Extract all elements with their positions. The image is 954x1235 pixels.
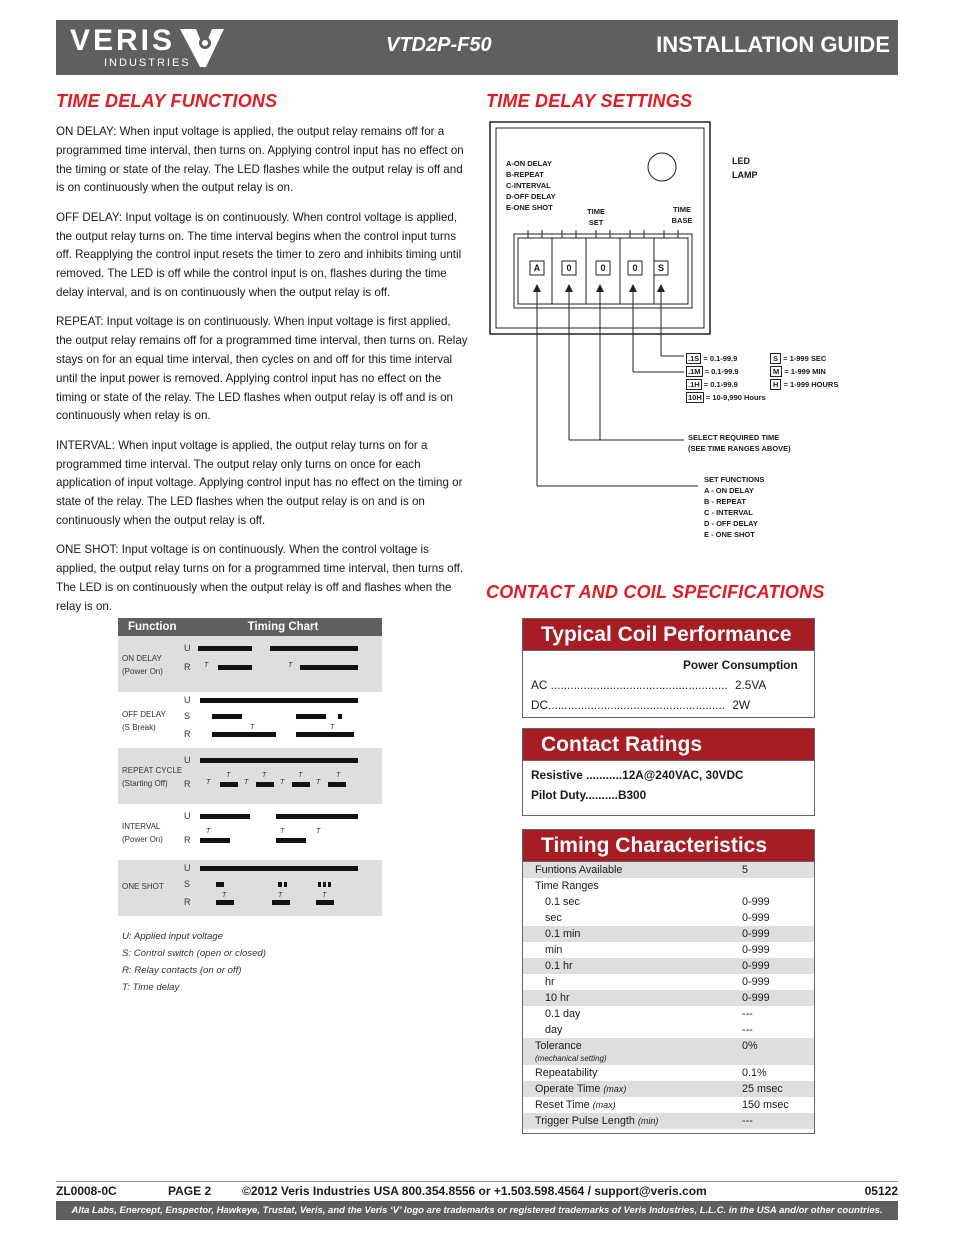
coil-value: 2W xyxy=(732,698,751,712)
led-lamp-label xyxy=(732,154,758,182)
set-functions-line: B - REPEAT xyxy=(704,497,746,506)
timing-bar xyxy=(316,900,334,905)
signal-label: U xyxy=(184,643,191,653)
t-label: T xyxy=(316,779,321,786)
table-row xyxy=(523,926,814,942)
timing-row-one-shot xyxy=(118,860,382,916)
table-cell xyxy=(523,1097,742,1113)
paragraph-on-delay: ON DELAY: When input voltage is applied, the output relay remains off for a programmed time interval, then turns on. Applying control input has no effect on the timing or state of the relay. The LED flashes while the output relay is off and is on continuously when the output relay is on. xyxy=(56,125,464,195)
table-row xyxy=(523,878,814,894)
signal-label: R xyxy=(184,662,191,672)
table-cell: 0.1 min xyxy=(523,926,742,942)
table-cell xyxy=(742,878,814,894)
table-cell: 5 xyxy=(742,862,814,878)
coil-value: 2.5VA xyxy=(734,678,767,692)
coil-performance-title: Typical Coil Performance xyxy=(523,619,814,651)
legend-item: S: Control switch (open or closed) xyxy=(122,948,266,959)
timing-chart-col-function: Function xyxy=(118,618,184,636)
timing-bar xyxy=(296,714,326,719)
timing-bar xyxy=(278,882,282,887)
timing-row-off-delay xyxy=(118,692,382,748)
table-cell: 0-999 xyxy=(742,926,814,942)
tolerance-note: (mechanical setting) xyxy=(535,1054,607,1063)
timing-row-interval xyxy=(118,804,382,860)
row-label: Reset Time xyxy=(535,1099,590,1111)
table-row xyxy=(523,894,814,910)
time-set-line: TIME xyxy=(587,207,605,216)
t-label: T xyxy=(280,779,285,786)
range-text: = 0.1-99.9 xyxy=(703,354,738,363)
mode-c-label: C-INTERVAL xyxy=(506,181,551,190)
contact-pilot-duty: Pilot Duty..........B300 xyxy=(531,788,647,802)
function-name: REPEAT CYCLE (Starting Off) xyxy=(122,766,183,788)
timing-bar xyxy=(216,882,224,887)
functions-heading: TIME DELAY FUNCTIONS xyxy=(56,91,278,111)
timing-bar xyxy=(212,714,242,719)
timing-bar xyxy=(338,714,342,719)
coil-performance-box xyxy=(522,618,815,718)
table-cell: 0% xyxy=(742,1038,814,1065)
table-row xyxy=(523,1022,814,1038)
range-code: .1H xyxy=(688,380,700,389)
timing-bar xyxy=(200,758,358,763)
tolerance-label: Tolerance xyxy=(535,1040,582,1052)
coil-row-ac xyxy=(523,675,814,695)
timing-characteristics-title: Timing Characteristics xyxy=(523,830,814,862)
timing-row-on-delay xyxy=(118,636,382,692)
specs-heading: CONTACT AND COIL SPECIFICATIONS xyxy=(486,582,825,602)
signal-label: R xyxy=(184,779,191,789)
signal-label: R xyxy=(184,835,191,845)
row-qualifier: (max) xyxy=(592,1100,616,1110)
time-base-line: BASE xyxy=(671,216,693,225)
veris-logo xyxy=(70,25,230,71)
table-row xyxy=(523,1006,814,1022)
table-cell: 0-999 xyxy=(742,896,770,908)
table-cell: --- xyxy=(742,1008,753,1020)
timing-bar xyxy=(323,882,326,887)
t-label: T xyxy=(204,662,209,669)
signal-label: S xyxy=(184,879,191,889)
function-name: INTERVAL (Power On) xyxy=(122,822,163,844)
timing-bar xyxy=(218,665,252,670)
timing-bar xyxy=(328,782,346,787)
table-cell: Repeatability xyxy=(535,1067,598,1079)
table-row xyxy=(523,910,814,926)
table-cell: sec xyxy=(545,912,562,924)
set-functions-line: E - ONE SHOT xyxy=(704,530,755,539)
revision-code: 05122 xyxy=(864,1184,898,1198)
set-functions-line: A - ON DELAY xyxy=(704,486,754,495)
dial-time-base[interactable]: S xyxy=(657,263,664,273)
coil-row-dc xyxy=(523,695,814,715)
timing-characteristics-table xyxy=(523,862,814,1129)
t-label: T xyxy=(262,772,267,779)
mode-list xyxy=(506,158,556,213)
timing-bar xyxy=(270,646,358,651)
timing-bar xyxy=(272,900,290,905)
row-qualifier: (min) xyxy=(637,1116,659,1126)
t-label: T xyxy=(336,772,341,779)
table-row xyxy=(523,1065,814,1081)
timing-bar xyxy=(212,732,276,737)
table-cell: 0.1 sec xyxy=(545,896,580,908)
timing-bar xyxy=(200,814,250,819)
range-code: M xyxy=(770,366,782,377)
contact-ratings-title: Contact Ratings xyxy=(523,729,814,761)
set-functions-line: SET FUNCTIONS xyxy=(704,475,765,484)
table-row xyxy=(523,974,814,990)
row-label: Operate Time xyxy=(535,1083,601,1095)
dial-hundreds[interactable]: 0 xyxy=(566,263,572,273)
table-row xyxy=(523,958,814,974)
table-row xyxy=(523,1097,814,1113)
table-row xyxy=(523,990,814,1006)
table-row xyxy=(523,1038,814,1065)
row-label: Trigger Pulse Length xyxy=(535,1115,635,1127)
set-functions-line: C - INTERVAL xyxy=(704,508,753,517)
footer-info xyxy=(56,1184,898,1201)
t-label: T xyxy=(330,724,335,731)
paragraph-interval: INTERVAL: When input voltage is applied, the output relay turns on for a programmed time interval. The output relay only turns on once for each application of input voltage. Applying control input has no effect on the timing or state of the relay. The LED flashes when the output relay is on and is on continuously when the output relay is off. xyxy=(56,438,463,527)
signal-label: R xyxy=(184,897,191,907)
led-line: LED xyxy=(732,156,750,166)
timing-bar xyxy=(284,882,287,887)
table-row xyxy=(523,1081,814,1097)
timing-legend xyxy=(122,928,266,996)
function-name: ONE SHOT xyxy=(122,882,164,891)
table-cell: hr xyxy=(545,976,555,988)
brand-subtitle: INDUSTRIES xyxy=(104,57,191,69)
mode-d-label: D-OFF DELAY xyxy=(506,192,556,201)
timing-bar xyxy=(198,646,252,651)
table-cell: 0-999 xyxy=(742,912,770,924)
range-text: = 1-999 MIN xyxy=(784,367,826,376)
range-text: = 0.1-99.9 xyxy=(704,367,739,376)
time-base-label xyxy=(668,204,696,226)
table-cell: 0.1 hr xyxy=(523,958,742,974)
paragraph-repeat: REPEAT: Input voltage is on continuously. When input voltage is first applied, the output relay remains off for a programmed time interval, then turns on. Relay stays on for an equal time interval, then cycles on and off for this time interval until the input power is removed. Applying control input has no effect on the timing or state of the relay. The LED flashes when output relay is off and is on continuously when relay is on. xyxy=(56,315,468,423)
range-code: H xyxy=(770,379,781,390)
signal-label: U xyxy=(184,863,191,873)
range-code: .1M xyxy=(688,367,701,376)
timing-bar xyxy=(296,732,354,737)
trademark-notice: Alta Labs, Enercept, Enspector, Hawkeye, Trustat, Veris, and the Veris ‘V’ logo are trademarks or registered trademarks of Veris Industries, L.L.C. in the USA and/or other countries. xyxy=(56,1201,898,1220)
dial-tens[interactable]: 0 xyxy=(600,263,606,273)
coil-label: AC ...................................................... xyxy=(531,678,728,692)
mode-e-label: E-ONE SHOT xyxy=(506,203,553,212)
t-label: T xyxy=(288,662,293,669)
timing-bar xyxy=(200,698,358,703)
legend-item: U: Applied input voltage xyxy=(122,931,223,942)
time-set-line: SET xyxy=(588,218,604,227)
mode-b-label: B-REPEAT xyxy=(506,170,544,179)
set-functions-label xyxy=(704,474,764,540)
timing-bar xyxy=(216,900,234,905)
function-name: ON DELAY (Power On) xyxy=(122,654,163,676)
contact-ratings-box xyxy=(522,728,815,816)
range-code: S xyxy=(770,353,781,364)
row-qualifier: (max) xyxy=(603,1084,627,1094)
select-time-line: (SEE TIME RANGES ABOVE) xyxy=(688,444,791,453)
range-text: = 1-999 HOURS xyxy=(783,380,839,389)
t-label: T xyxy=(280,828,285,835)
contact-resistive: Resistive ...........12A@240VAC, 30VDC xyxy=(531,768,744,782)
table-cell: Funtions Available xyxy=(523,862,742,878)
brand-name: VERIS xyxy=(70,24,176,57)
time-ranges-left xyxy=(686,353,766,403)
range-text: = 0.1-99.9 xyxy=(703,380,738,389)
dial-function[interactable]: A xyxy=(533,263,541,273)
model-number: VTD2P-F50 xyxy=(386,34,492,56)
t-label: T xyxy=(316,828,321,835)
timing-bar xyxy=(200,866,358,871)
select-time-label xyxy=(688,432,791,454)
t-label: T xyxy=(250,724,255,731)
t-label: T xyxy=(278,892,283,899)
table-cell xyxy=(523,1081,742,1097)
time-set-label xyxy=(586,206,606,228)
t-label: T xyxy=(206,828,211,835)
t-label: T xyxy=(322,892,327,899)
coil-label: DC...................................................... xyxy=(531,698,726,712)
table-cell: 0-999 xyxy=(742,990,814,1006)
range-code: .1S xyxy=(688,354,700,363)
table-cell: 150 msec xyxy=(742,1099,789,1111)
coil-column-header: Power Consumption xyxy=(683,658,798,672)
time-base-line: TIME xyxy=(673,205,691,214)
table-cell xyxy=(523,1113,742,1129)
set-functions-line: D - OFF DELAY xyxy=(704,519,758,528)
legend-item: R: Relay contacts (on or off) xyxy=(122,965,242,976)
timing-bar xyxy=(220,782,238,787)
t-label: T xyxy=(206,779,211,786)
t-label: T xyxy=(222,892,227,899)
table-row xyxy=(523,942,814,958)
table-row xyxy=(523,1113,814,1129)
mode-a-label: A-ON DELAY xyxy=(506,159,552,168)
table-cell: 10 hr xyxy=(523,990,742,1006)
timing-row-repeat-cycle xyxy=(118,748,382,804)
timing-bar xyxy=(318,882,321,887)
function-name: OFF DELAY (S Break) xyxy=(122,710,166,732)
timing-bar xyxy=(292,782,310,787)
table-cell xyxy=(523,1038,742,1065)
table-cell: --- xyxy=(742,1024,753,1036)
contact-info: ©2012 Veris Industries USA 800.354.8556 or +1.503.598.4564 / support@veris.com xyxy=(242,1184,707,1198)
led-line: LAMP xyxy=(732,170,758,180)
legend-item: T: Time delay xyxy=(122,982,180,993)
settings-diagram xyxy=(480,118,880,558)
document-number: ZL0008-0C xyxy=(56,1184,117,1198)
table-row xyxy=(523,862,814,878)
signal-label: U xyxy=(184,755,191,765)
time-ranges-right xyxy=(770,353,838,390)
t-label: T xyxy=(226,772,231,779)
timing-bar xyxy=(328,882,331,887)
table-cell: 25 msec xyxy=(742,1081,814,1097)
timing-characteristics-box xyxy=(522,829,815,1134)
range-text: = 1-999 SEC xyxy=(783,354,827,363)
table-cell: --- xyxy=(742,1113,814,1129)
footer-divider xyxy=(56,1181,898,1182)
page-number: PAGE 2 xyxy=(168,1184,212,1198)
timing-bar xyxy=(300,665,358,670)
t-label: T xyxy=(244,779,249,786)
t-label: T xyxy=(298,772,303,779)
veris-v-logo-icon xyxy=(180,27,226,69)
timing-bar xyxy=(276,814,358,819)
table-cell: 0-999 xyxy=(742,958,814,974)
table-cell: 0-999 xyxy=(742,976,770,988)
table-cell: min xyxy=(545,944,563,956)
timing-bar xyxy=(276,838,306,843)
table-cell: 0.1% xyxy=(742,1067,767,1079)
table-cell: Time Ranges xyxy=(535,880,599,892)
functions-text xyxy=(56,123,468,627)
table-cell: day xyxy=(545,1024,563,1036)
select-time-line: SELECT REQUIRED TIME xyxy=(688,433,780,442)
timing-chart xyxy=(118,618,382,916)
signal-label: S xyxy=(184,711,191,721)
range-code: 10H xyxy=(688,393,702,402)
header-bar xyxy=(56,20,898,75)
timing-bar xyxy=(200,838,230,843)
paragraph-off-delay: OFF DELAY: Input voltage is on continuously. When control voltage is applied, the output relay turns on. The time interval begins when the control input turns off. Reapplying the control input resets the timer to zero and inhibits timing until removed. The LED is off while the control input is on, flashes during the time delay interval, and is on continuously when the output relay is off. xyxy=(56,210,462,299)
table-cell: 0.1 day xyxy=(545,1008,581,1020)
timing-chart-col-chart: Timing Chart xyxy=(184,618,382,636)
settings-heading: TIME DELAY SETTINGS xyxy=(486,91,693,111)
page-title: INSTALLATION GUIDE xyxy=(656,32,890,57)
paragraph-one-shot: ONE SHOT: Input voltage is on continuously. When the control voltage is applied, the output relay turns on for a programmed time interval, then turns off. The LED is on continuously when the output relay is off and flashes when the relay is on. xyxy=(56,543,464,613)
table-cell: 0-999 xyxy=(742,944,770,956)
range-text: = 10-9,990 Hours xyxy=(705,393,766,402)
signal-label: R xyxy=(184,729,191,739)
signal-label: U xyxy=(184,695,191,705)
signal-label: U xyxy=(184,811,191,821)
dial-units[interactable]: 0 xyxy=(632,263,638,273)
timing-bar xyxy=(256,782,274,787)
